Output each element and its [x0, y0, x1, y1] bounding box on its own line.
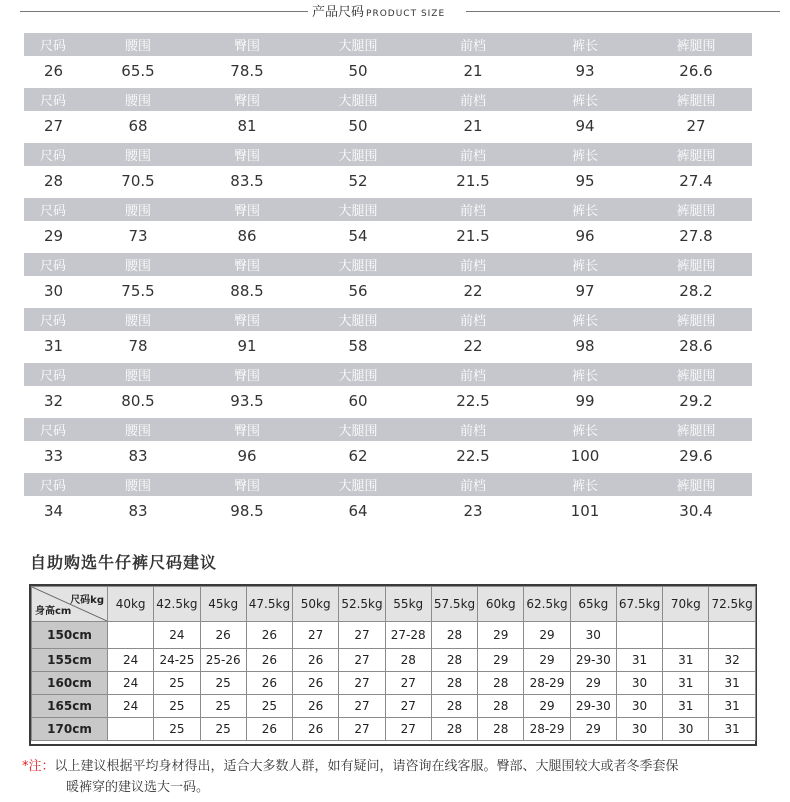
size-value-cell: 101 — [570, 502, 600, 520]
size-value-cell: 29.2 — [679, 392, 713, 410]
size-value-cell: 23 — [463, 502, 483, 520]
size-suggestion-cell: 29 — [524, 622, 570, 649]
size-suggestion-cell: 29 — [524, 695, 570, 718]
size-value-cell: 100 — [570, 447, 600, 465]
size-column-header: 尺码 — [40, 479, 67, 494]
size-column-header: 腰围 — [124, 39, 151, 54]
size-column-header: 大腿围 — [338, 424, 378, 439]
size-value-cell: 21 — [463, 117, 483, 135]
size-block — [24, 308, 752, 363]
size-header-row — [24, 143, 752, 166]
size-column-header: 尺码 — [40, 259, 67, 274]
size-column-header: 尺码 — [40, 149, 67, 164]
size-column-header: 尺码 — [40, 39, 67, 54]
size-column-header: 臀围 — [233, 479, 260, 494]
size-header-row — [24, 473, 752, 496]
size-value-row — [24, 277, 752, 305]
size-column-header: 前档 — [459, 259, 486, 274]
size-column-header: 前档 — [459, 204, 486, 219]
size-suggestion-cell: 28 — [431, 672, 477, 695]
size-column-header: 臀围 — [233, 259, 260, 274]
size-block — [24, 143, 752, 198]
size-value-cell: 33 — [44, 447, 64, 465]
size-value-cell: 78.5 — [230, 62, 264, 80]
size-column-header: 大腿围 — [338, 149, 378, 164]
size-column-header: 裤腿围 — [676, 424, 716, 439]
size-block — [24, 363, 752, 418]
size-value-cell: 60 — [348, 392, 368, 410]
size-value-cell: 21.5 — [456, 172, 490, 190]
size-column-header: 尺码 — [40, 94, 67, 109]
size-value-row — [24, 167, 752, 195]
size-header-row — [24, 418, 752, 441]
size-column-header: 前档 — [459, 314, 486, 329]
size-suggestion-cell: 28 — [478, 695, 524, 718]
size-value-cell: 96 — [575, 227, 595, 245]
height-row — [32, 649, 756, 672]
size-value-cell: 22.5 — [456, 392, 490, 410]
size-column-header: 前档 — [459, 424, 486, 439]
size-value-cell: 83 — [128, 447, 148, 465]
size-column-header: 尺码 — [40, 424, 67, 439]
size-value-cell: 93 — [575, 62, 595, 80]
size-value-cell: 52 — [348, 172, 368, 190]
size-chart-table — [24, 33, 752, 528]
size-suggestion-cell: 27-28 — [385, 622, 431, 649]
size-value-cell: 64 — [348, 502, 368, 520]
size-column-header: 臀围 — [233, 314, 260, 329]
size-value-cell: 98.5 — [230, 502, 264, 520]
size-column-header: 大腿围 — [338, 479, 378, 494]
size-value-row — [24, 497, 752, 525]
size-column-header: 腰围 — [124, 479, 151, 494]
size-value-cell: 56 — [348, 282, 368, 300]
size-column-header: 大腿围 — [338, 204, 378, 219]
size-suggestion-cell: 25 — [154, 718, 200, 741]
size-value-cell: 73 — [128, 227, 148, 245]
size-column-header: 腰围 — [124, 259, 151, 274]
note-line-2: 暖裤穿的建议选大一码。 — [66, 780, 210, 795]
size-suggestion-cell: 29 — [570, 672, 616, 695]
size-column-header: 尺码 — [40, 204, 67, 219]
size-suggestion-cell: 26 — [246, 622, 292, 649]
size-suggestion-cell: 31 — [709, 695, 755, 718]
height-row — [32, 672, 756, 695]
size-suggestion-cell: 25 — [154, 695, 200, 718]
title-english: PRODUCT SIZE — [366, 9, 446, 19]
size-value-cell: 96 — [237, 447, 257, 465]
size-value-cell: 65.5 — [121, 62, 155, 80]
weight-header-cell: 55kg — [385, 587, 431, 622]
size-suggestion-cell: 26 — [293, 718, 339, 741]
size-suggestion-cell: 25 — [200, 718, 246, 741]
size-column-header: 臀围 — [233, 149, 260, 164]
size-value-cell: 94 — [575, 117, 595, 135]
size-suggestion-cell: 27 — [385, 695, 431, 718]
size-column-header: 裤腿围 — [676, 94, 716, 109]
size-value-row — [24, 57, 752, 85]
size-value-cell: 21 — [463, 62, 483, 80]
size-value-cell: 95 — [575, 172, 595, 190]
size-block — [24, 253, 752, 308]
size-suggestion-cell: 28 — [431, 622, 477, 649]
size-value-cell: 27.4 — [679, 172, 713, 190]
size-value-cell: 97 — [575, 282, 595, 300]
weight-header-cell: 62.5kg — [524, 587, 570, 622]
size-column-header: 臀围 — [233, 39, 260, 54]
weight-header-cell: 70kg — [663, 587, 709, 622]
size-suggestion-cell: 26 — [200, 622, 246, 649]
size-suggestion-cell: 27 — [339, 718, 385, 741]
size-suggestion-cell: 28-29 — [524, 672, 570, 695]
size-column-header: 臀围 — [233, 369, 260, 384]
weight-header-cell: 45kg — [200, 587, 246, 622]
size-block — [24, 198, 752, 253]
size-suggestion-cell: 27 — [385, 718, 431, 741]
size-suggestion-cell: 29 — [478, 622, 524, 649]
size-value-cell: 29 — [44, 227, 64, 245]
size-suggestion-cell: 24 — [108, 695, 154, 718]
size-column-header: 腰围 — [124, 424, 151, 439]
size-header-row — [24, 198, 752, 221]
size-suggestion-cell: 31 — [663, 695, 709, 718]
size-column-header: 臀围 — [233, 94, 260, 109]
size-value-cell: 30.4 — [679, 502, 713, 520]
size-column-header: 腰围 — [124, 149, 151, 164]
corner-cell — [32, 587, 108, 622]
size-column-header: 裤长 — [571, 204, 598, 219]
weight-header-cell: 67.5kg — [616, 587, 662, 622]
size-suggestion-cell: 28-29 — [524, 718, 570, 741]
height-header-cell: 150cm — [32, 622, 108, 649]
size-column-header: 臀围 — [233, 424, 260, 439]
size-value-row — [24, 332, 752, 360]
header-rule-left — [20, 11, 308, 12]
size-value-cell: 83 — [128, 502, 148, 520]
size-suggestion-cell: 25 — [200, 695, 246, 718]
title-chinese: 产品尺码 — [312, 5, 365, 20]
size-suggestion-cell: 27 — [339, 622, 385, 649]
size-value-cell: 54 — [348, 227, 368, 245]
size-value-cell: 29.6 — [679, 447, 713, 465]
size-block — [24, 88, 752, 143]
weight-header-cell: 50kg — [293, 587, 339, 622]
size-column-header: 裤长 — [571, 259, 598, 274]
size-value-cell: 26 — [44, 62, 64, 80]
size-column-header: 大腿围 — [338, 314, 378, 329]
size-column-header: 裤长 — [571, 314, 598, 329]
size-column-header: 裤腿围 — [676, 479, 716, 494]
size-suggestion-cell: 24 — [108, 672, 154, 695]
size-suggestion-cell: 28 — [431, 649, 477, 672]
size-column-header: 裤腿围 — [676, 204, 716, 219]
size-suggestion-cell: 24 — [154, 622, 200, 649]
weight-header-cell: 47.5kg — [246, 587, 292, 622]
size-header-row — [24, 308, 752, 331]
size-value-cell: 34 — [44, 502, 64, 520]
size-suggestion-cell: 25 — [154, 672, 200, 695]
size-value-cell: 98 — [575, 337, 595, 355]
size-column-header: 大腿围 — [338, 94, 378, 109]
size-column-header: 腰围 — [124, 94, 151, 109]
header-rule-right — [466, 11, 780, 12]
size-suggestion-cell: 32 — [709, 649, 755, 672]
size-value-cell: 22.5 — [456, 447, 490, 465]
size-value-cell: 83.5 — [230, 172, 264, 190]
size-suggestion-cell: 30 — [616, 672, 662, 695]
size-column-header: 前档 — [459, 39, 486, 54]
size-value-cell: 22 — [463, 337, 483, 355]
size-value-cell: 78 — [128, 337, 148, 355]
size-suggestion-cell: 30 — [663, 718, 709, 741]
size-suggestion-cell: 27 — [339, 649, 385, 672]
size-suggestion-cell: 29-30 — [570, 649, 616, 672]
weight-header-cell: 65kg — [570, 587, 616, 622]
size-suggestion-cell: 28 — [431, 718, 477, 741]
size-suggestion-cell: 28 — [478, 718, 524, 741]
size-value-row — [24, 442, 752, 470]
size-value-cell: 70.5 — [121, 172, 155, 190]
size-header-row — [24, 363, 752, 386]
height-row — [32, 718, 756, 741]
size-suggestion-cell — [663, 622, 709, 649]
size-value-cell: 62 — [348, 447, 368, 465]
size-suggestion-cell: 28 — [385, 649, 431, 672]
size-value-cell: 27 — [686, 117, 706, 135]
size-value-cell: 28.6 — [679, 337, 713, 355]
size-suggestion-cell: 31 — [663, 649, 709, 672]
size-suggestion-cell: 30 — [570, 622, 616, 649]
size-suggestion-cell: 27 — [293, 622, 339, 649]
height-row — [32, 622, 756, 649]
size-column-header: 前档 — [459, 149, 486, 164]
size-column-header: 裤长 — [571, 149, 598, 164]
size-suggestion-cell: 26 — [246, 718, 292, 741]
size-value-cell: 32 — [44, 392, 64, 410]
size-suggestion-cell — [108, 622, 154, 649]
size-block — [24, 33, 752, 88]
size-column-header: 大腿围 — [338, 369, 378, 384]
product-size-title — [312, 2, 445, 20]
size-suggestion-cell: 25 — [246, 695, 292, 718]
size-column-header: 臀围 — [233, 204, 260, 219]
weight-header-cell: 72.5kg — [709, 587, 755, 622]
size-value-cell: 68 — [128, 117, 148, 135]
size-column-header: 裤长 — [571, 39, 598, 54]
size-column-header: 尺码 — [40, 369, 67, 384]
size-value-cell: 93.5 — [230, 392, 264, 410]
size-value-cell: 75.5 — [121, 282, 155, 300]
size-column-header: 裤腿围 — [676, 314, 716, 329]
size-column-header: 尺码 — [40, 314, 67, 329]
size-column-header: 大腿围 — [338, 259, 378, 274]
size-suggestion-cell: 27 — [339, 695, 385, 718]
size-suggestion-cell: 26 — [293, 649, 339, 672]
size-column-header: 腰围 — [124, 369, 151, 384]
size-suggestion-cell: 29-30 — [570, 695, 616, 718]
size-value-cell: 86 — [237, 227, 257, 245]
size-block — [24, 473, 752, 528]
size-suggestion-cell: 30 — [616, 718, 662, 741]
size-suggestion-cell — [709, 622, 755, 649]
size-suggestion-cell: 30 — [616, 695, 662, 718]
size-column-header: 裤腿围 — [676, 369, 716, 384]
size-column-header: 大腿围 — [338, 39, 378, 54]
size-suggestion-cell: 25-26 — [200, 649, 246, 672]
weight-header-cell: 60kg — [478, 587, 524, 622]
weight-header-cell: 57.5kg — [431, 587, 477, 622]
size-value-row — [24, 112, 752, 140]
size-suggestion-cell: 25 — [200, 672, 246, 695]
size-column-header: 裤长 — [571, 479, 598, 494]
size-value-cell: 27.8 — [679, 227, 713, 245]
size-suggestion-cell: 29 — [570, 718, 616, 741]
size-value-cell: 50 — [348, 117, 368, 135]
size-suggestion-cell: 31 — [616, 649, 662, 672]
size-suggestion-cell: 27 — [385, 672, 431, 695]
size-value-cell: 28.2 — [679, 282, 713, 300]
size-column-header: 裤腿围 — [676, 259, 716, 274]
size-column-header: 裤腿围 — [676, 39, 716, 54]
size-header-row — [24, 33, 752, 56]
size-value-cell: 27 — [44, 117, 64, 135]
size-header-row — [24, 253, 752, 276]
note-marker: *注： — [22, 759, 55, 774]
size-value-cell: 21.5 — [456, 227, 490, 245]
height-header-cell: 165cm — [32, 695, 108, 718]
size-suggestion-cell: 29 — [524, 649, 570, 672]
size-value-cell: 99 — [575, 392, 595, 410]
size-suggestion-cell: 28 — [478, 672, 524, 695]
weight-header-row — [32, 587, 756, 622]
size-value-cell: 91 — [237, 337, 257, 355]
size-suggestion-cell: 31 — [663, 672, 709, 695]
size-value-row — [24, 387, 752, 415]
height-header-cell: 155cm — [32, 649, 108, 672]
size-block — [24, 418, 752, 473]
size-value-cell: 31 — [44, 337, 64, 355]
size-value-row — [24, 222, 752, 250]
note-line-1: 以上建议根据平均身材得出，适合大多数人群，如有疑问，请咨询在线客服。臀部、大腿围较大或者冬季套保 — [54, 759, 679, 774]
size-column-header: 腰围 — [124, 204, 151, 219]
size-note — [22, 756, 772, 798]
weight-header-cell: 42.5kg — [154, 587, 200, 622]
size-column-header: 裤腿围 — [676, 149, 716, 164]
size-value-cell: 28 — [44, 172, 64, 190]
size-advice-table — [29, 584, 757, 746]
size-column-header: 裤长 — [571, 424, 598, 439]
size-suggestion-cell: 31 — [709, 718, 755, 741]
size-suggestion-cell: 26 — [293, 695, 339, 718]
size-suggestion-cell: 28 — [431, 695, 477, 718]
weight-header-cell: 40kg — [108, 587, 154, 622]
size-suggestion-cell: 29 — [478, 649, 524, 672]
size-suggestion-cell — [616, 622, 662, 649]
size-column-header: 前档 — [459, 369, 486, 384]
size-suggestion-cell: 31 — [709, 672, 755, 695]
corner-height-label: 身高cm — [35, 606, 72, 617]
corner-weight-label: 尺码kg — [70, 595, 104, 606]
size-value-cell: 81 — [237, 117, 257, 135]
size-value-cell: 80.5 — [121, 392, 155, 410]
weight-header-cell: 52.5kg — [339, 587, 385, 622]
size-suggestion-cell: 27 — [339, 672, 385, 695]
size-column-header: 腰围 — [124, 314, 151, 329]
size-suggestion-cell: 24-25 — [154, 649, 200, 672]
size-value-cell: 58 — [348, 337, 368, 355]
height-row — [32, 695, 756, 718]
size-suggestion-cell: 26 — [246, 672, 292, 695]
size-suggestion-cell: 26 — [246, 649, 292, 672]
size-value-cell: 88.5 — [230, 282, 264, 300]
size-column-header: 裤长 — [571, 369, 598, 384]
size-value-cell: 30 — [44, 282, 64, 300]
size-suggestion-cell: 24 — [108, 649, 154, 672]
size-value-cell: 26.6 — [679, 62, 713, 80]
size-column-header: 裤长 — [571, 94, 598, 109]
product-size-header — [0, 0, 790, 22]
size-advice-title: 自助购选牛仔裤尺码建议 — [30, 553, 218, 572]
size-column-header: 前档 — [459, 479, 486, 494]
size-suggestion-cell: 26 — [293, 672, 339, 695]
height-header-cell: 170cm — [32, 718, 108, 741]
size-suggestion-cell — [108, 718, 154, 741]
size-value-cell: 50 — [348, 62, 368, 80]
size-header-row — [24, 88, 752, 111]
height-header-cell: 160cm — [32, 672, 108, 695]
size-column-header: 前档 — [459, 94, 486, 109]
size-value-cell: 22 — [463, 282, 483, 300]
